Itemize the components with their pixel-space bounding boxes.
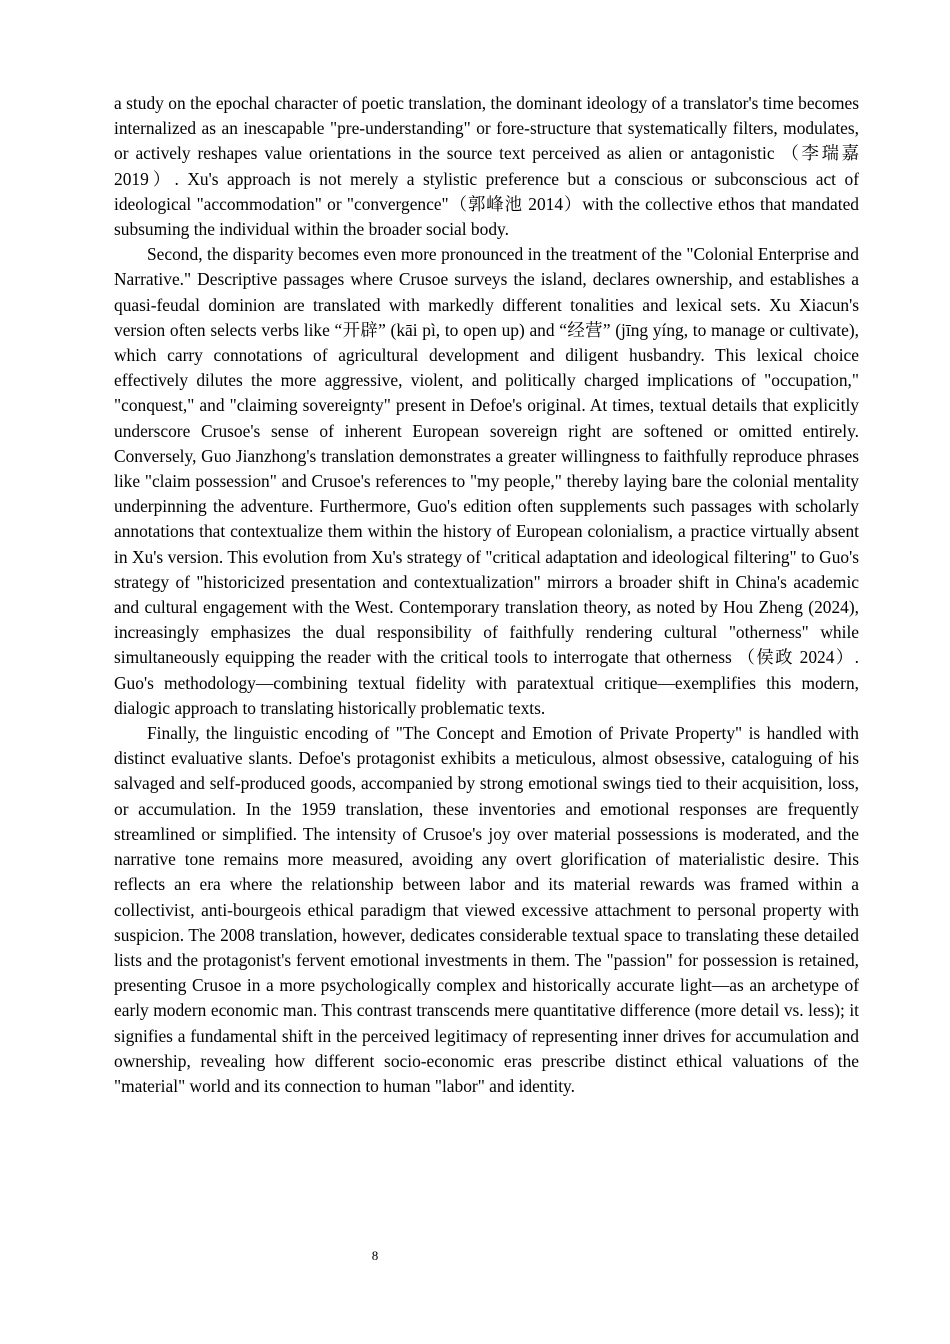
page-number: 8 bbox=[371, 1248, 379, 1263]
paragraph-1: a study on the epochal character of poetic translation, the dominant ideology of a translator's time becomes internalized as an inescapable "pre-understanding" or fore-structure that systematically filters, modulates, or actively reshapes value orientations in the source text perceived as alien or antagonistic （李瑞嘉 2019）. Xu's approach is not merely a stylistic preference but a conscious or subconscious act of ideological "accommodation" or "convergence"（郭峰池 2014）with the collective ethos that mandated subsuming the individual within the broader social body. bbox=[114, 93, 859, 240]
page-body bbox=[114, 91, 859, 1099]
paragraph-2: Second, the disparity becomes even more pronounced in the treatment of the "Colonial Enterprise and Narrative." Descriptive passages where Crusoe surveys the island, declares ownership, and establishes a quasi-feudal dominion are translated with markedly different tonalities and lexical sets. Xu Xiacun's version often selects verbs like “开辟” (kāi pì, to open up) and “经营” (jīng yíng, to manage or cultivate), which carry connotations of agricultural development and diligent husbandry. This lexical choice effectively dilutes the more aggressive, violent, and politically charged implications of "occupation," "conquest," and "claiming sovereignty" present in Defoe's original. At times, textual details that explicitly underscore Crusoe's sense of inherent European sovereign right are softened or omitted entirely. Conversely, Guo Jianzhong's translation demonstrates a greater willingness to faithfully reproduce phrases like "claim possession" and Crusoe's references to "my people," thereby laying bare the colonial mentality underpinning the adventure. Furthermore, Guo's edition often supplements such passages with scholarly annotations that contextualize them within the history of European colonialism, a practice virtually absent in Xu's version. This evolution from Xu's strategy of "critical adaptation and ideological filtering" to Guo's strategy of "historicized presentation and contextualization" mirrors a broader shift in China's academic and cultural engagement with the West. Contemporary translation theory, as noted by Hou Zheng (2024), increasingly emphasizes the dual responsibility of faithfully rendering cultural "otherness" while simultaneously equipping the reader with the critical tools to interrogate that otherness （侯政 2024）. Guo's methodology—combining textual fidelity with paratextual critique—exemplifies this modern, dialogic approach to translating historically problematic texts. bbox=[114, 244, 859, 718]
paragraph-3: Finally, the linguistic encoding of "The Concept and Emotion of Private Property" is handled with distinct evaluative slants. Defoe's protagonist exhibits a meticulous, almost obsessive, cataloguing of his salvaged and self-produced goods, accompanied by strong emotional swings tied to their acquisition, loss, or accumulation. In the 1959 translation, these inventories and emotional responses are frequently streamlined or simplified. The intensity of Crusoe's joy over material possessions is moderated, and the narrative tone remains more measured, avoiding any overt glorification of materialistic desire. This reflects an era where the relationship between labor and its material rewards was framed within a collectivist, anti-bourgeois ethical paradigm that viewed excessive attachment to personal property with suspicion. The 2008 translation, however, dedicates considerable textual space to translating these detailed lists and the protagonist's fervent emotional investments in them. The "passion" for possession is retained, presenting Crusoe in a more psychologically complex and historically accurate light—as an archetype of early modern economic man. This contrast transcends mere quantitative difference (more detail vs. less); it signifies a fundamental shift in the perceived legitimacy of representing inner drives for accumulation and ownership, revealing how different socio-economic eras prescribe distinct ethical valuations of the "material" world and its connection to human "labor" and identity. bbox=[114, 723, 859, 1096]
